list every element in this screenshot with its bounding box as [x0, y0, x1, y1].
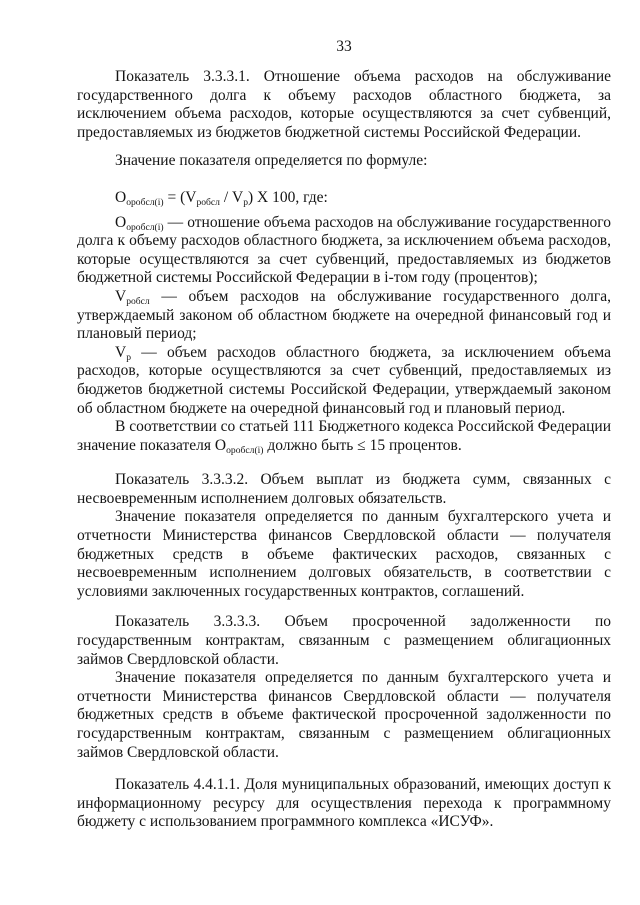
- page-number: 33: [336, 38, 352, 55]
- formula-intro: Значение показателя определяется по формуле:: [115, 152, 428, 170]
- law-note-symbol: О: [214, 436, 227, 454]
- definition-symbol: О: [115, 213, 127, 231]
- formula-denominator-subscript: р: [243, 197, 249, 209]
- definition-subscript: р: [126, 351, 131, 363]
- definition-subscript: робсл: [126, 296, 150, 307]
- indicator-4-4-1-1-title: Показатель 4.4.1.1. Доля муниципальных образований, имеющих доступ к информационному ресурсу для осуществления перехода к программному бюджету с использованием программного комплекса «ИСУФ».: [77, 776, 611, 831]
- law-note-subscript: оробсл(i): [226, 444, 264, 456]
- formula-result-subscript: оробсл(i): [126, 197, 164, 209]
- definition-text: — объем расходов областного бюджета, за исключением объема расходов, которые осуществляются за счет субвенций, предоставляемых из бюджетов бюджетной системы Российской Федерации, утверждаемый законом об областном бюджете на очередной финансовый год и плановый период.: [77, 343, 611, 417]
- definition-text: — отношение объема расходов на обслуживание государственного долга к объему расходов областного бюджета, за исключением объема расходов, которые осуществляются за счет субвенций, предоставляемых из бюджетов бюджетной системы Российской Федерации в i-том году (процентов);: [77, 213, 611, 287]
- formula-numerator-subscript: робсл: [196, 197, 220, 209]
- definition-symbol: V: [115, 343, 127, 361]
- formula-result-symbol: О: [115, 188, 127, 206]
- indicator-3-3-3-3-value-note: Значение показателя определяется по данным бухгалтерского учета и отчетности Министерства финансов Свердловской области — получателя бюджетных средств в объеме фактической просроченной задолженности по государственным контрактам, связанным с размещением облигационных займов Свердловской области.: [77, 669, 611, 761]
- formula: [77, 189, 611, 208]
- definition-ratio: [77, 214, 611, 288]
- formula-tail: ) X 100, где:: [248, 188, 328, 206]
- indicator-3-3-3-3-title: Показатель 3.3.3.3. Объем просроченной задолженности по государственным контрактам, связанным с размещением облигационных займов Свердловской области.: [77, 613, 611, 668]
- definition-budget-expenses: [77, 344, 611, 418]
- formula-division-part: / V: [219, 188, 244, 206]
- law-note: [77, 418, 611, 455]
- definition-debt-service-expenses: [77, 288, 611, 344]
- definition-subscript: оробсл(i): [126, 221, 164, 233]
- law-note-limit: должно быть ≤ 15 процентов.: [263, 436, 462, 454]
- indicator-3-3-3-2-title: Показатель 3.3.3.2. Объем выплат из бюджета сумм, связанных с несвоевременным исполнением долговых обязательств.: [77, 471, 611, 507]
- law-note-text: В соответствии со статьей 111 Бюджетного кодекса Российской Федерации значение показателя: [77, 418, 611, 454]
- formula-equals-part: = (V: [163, 188, 197, 206]
- definition-symbol: V: [115, 287, 127, 305]
- indicator-3-3-3-1-title: Показатель 3.3.3.1. Отношение объема расходов на обслуживание государственного долга к объему расходов областного бюджета, за исключением объема расходов, которые осуществляются за счет субвенций, предоставляемых из бюджетов бюджетной системы Российской Федерации.: [77, 68, 611, 141]
- indicator-3-3-3-2-value-note: Значение показателя определяется по данным бухгалтерского учета и отчетности Министерства финансов Свердловской области — получателя бюджетных средств в объеме фактических расходов, связанных с несвоевременным исполнением долговых обязательств, в соответствии с условиями заключенных государственных контрактов, соглашений.: [77, 508, 611, 600]
- definition-text: — объем расходов на обслуживание государственного долга, утверждаемый законом об областном бюджете на очередной финансовый год и плановый период;: [77, 287, 611, 343]
- document-body: [77, 68, 611, 832]
